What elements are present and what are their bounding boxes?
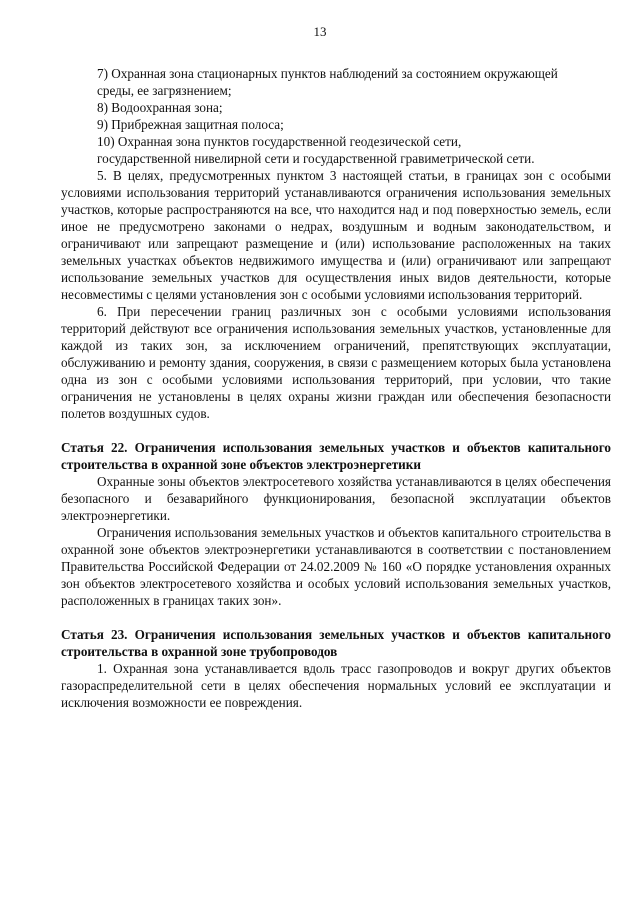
article-23-paragraph-1: 1. Охранная зона устанавливается вдоль трасс газопроводов и вокруг других объектов газораспределительной сети в целях обеспечения нормальных условий ее эксплуатации и исключения возможности ее повреждения. <box>61 661 611 710</box>
document-body <box>61 65 611 711</box>
article-22-heading: Статья 22. Ограничения использования земельных участков и объектов капитального строительства в охранной зоне объектов электроэнергетики <box>61 440 611 472</box>
article-22-paragraph-1: Охранные зоны объектов электросетевого хозяйства устанавливаются в целях обеспечения безопасного и безаварийного функционирования, безопасной эксплуатации объектов электроэнергетики. <box>61 474 611 523</box>
zone-list <box>61 65 611 167</box>
list-item <box>61 99 611 116</box>
list-item-continuation: среды, ее загрязнением; <box>97 83 232 98</box>
paragraph-5: 5. В целях, предусмотренных пунктом 3 настоящей статьи, в границах зон с особыми условиями использования территорий устанавливаются ограничения использования земельных участков, которые распространяются на все, что находится над и под поверхностью земель, если иное не предусмотрено законами о недрах, воздушным и водным законодательством, и ограничивают или запрещают размещение и (или) использование расположенных на таких земельных участках объектов недвижимого имущества и (или) ограничивают или запрещают использование земельных участков для осуществления иных видов деятельности, которые несовместимы с целями установления зон с особыми условиями использования территорий. <box>61 168 611 302</box>
list-item-line: 10) Охранная зона пунктов государственной геодезической сети, <box>97 134 462 149</box>
list-item <box>61 65 611 99</box>
list-item <box>61 133 611 167</box>
list-item <box>61 116 611 133</box>
article-22-paragraph-2: Ограничения использования земельных участков и объектов капитального строительства в охранной зоне объектов электроэнергетики устанавливаются в соответствии с постановлением Правительства Российской Федерации от 24.02.2009 № 160 «О порядке установления охранных зон объектов электросетевого хозяйства и особых условий использования земельных участков, расположенных в границах таких зон». <box>61 525 611 608</box>
list-item-line: 7) Охранная зона стационарных пунктов наблюдений за состоянием окружающей <box>97 66 558 81</box>
list-item-continuation: государственной нивелирной сети и государственной гравиметрической сети. <box>97 151 535 166</box>
paragraph-6: 6. При пересечении границ различных зон с особыми условиями использования территорий действуют все ограничения использования земельных участков, установленные для каждой из таких зон, за исключением ограничений, препятствующих эксплуатации, обслуживанию и ремонту здания, сооружения, в связи с размещением которых была установлена одна из зон с особыми условиями использования территорий, при условии, что такие ограничения не установлены в целях охраны жизни граждан или обеспечения безопасности полетов воздушных судов. <box>61 304 611 421</box>
list-item-line: 9) Прибрежная защитная полоса; <box>97 117 284 132</box>
article-23-heading: Статья 23. Ограничения использования земельных участков и объектов капитального строительства в охранной зоне трубопроводов <box>61 627 611 659</box>
page-number: 13 <box>313 24 327 39</box>
list-item-line: 8) Водоохранная зона; <box>97 100 223 115</box>
